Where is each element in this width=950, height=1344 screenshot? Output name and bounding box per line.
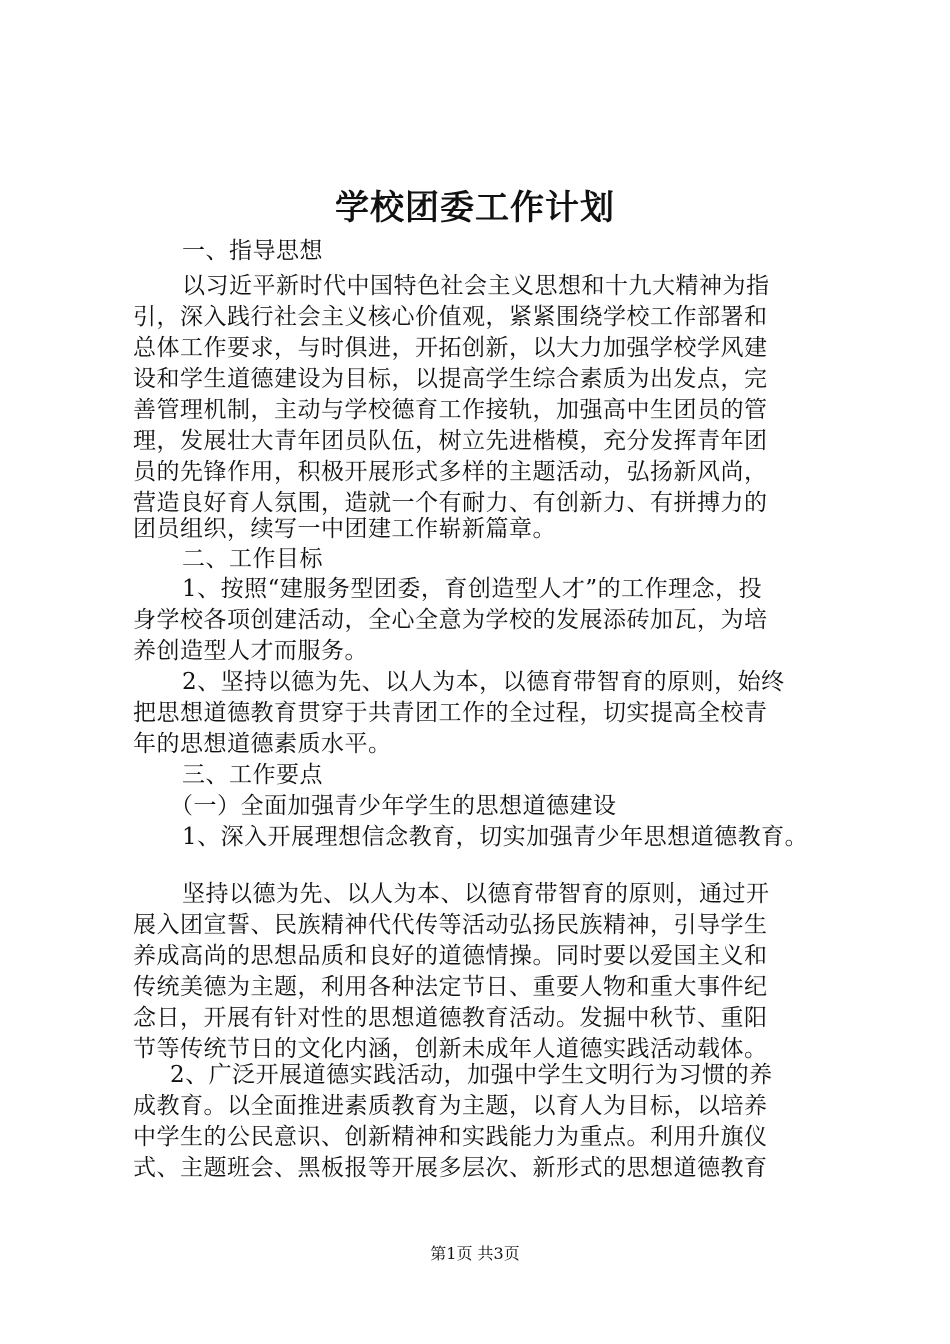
heading-work-points: 三、工作要点 (182, 762, 323, 788)
paragraph-line: 展入团宣誓、民族精神代代传等活动弘扬民族精神，引导学生 (133, 912, 768, 938)
paragraph-line: 传统美德为主题，利用各种法定节日、重要人物和重大事件纪 (133, 974, 768, 1000)
paragraph-line: 式、主题班会、黑板报等开展多层次、新形式的思想道德教育 (133, 1155, 768, 1181)
page-title: 学校团委工作计划 (335, 188, 615, 228)
paragraph-line: 员的先锋作用，积极开展形式多样的主题活动，弘扬新风尚， (133, 459, 768, 485)
paragraph-line: 团员组织，续写一中团建工作崭新篇章。 (133, 516, 556, 542)
paragraph-line: 养创造型人才而服务。 (133, 638, 368, 664)
paragraph-line: 以习近平新时代中国特色社会主义思想和十九大精神为指 (182, 273, 770, 299)
paragraph-line: 1、按照“建服务型团委，育创造型人才”的工作理念，投 (182, 576, 763, 602)
paragraph-line: 善管理机制，主动与学校德育工作接轨，加强高中生团员的管 (133, 397, 768, 423)
paragraph-line: 节等传统节日的文化内涵，创新未成年人道德实践活动载体。 (133, 1036, 768, 1062)
paragraph-line: 2、广泛开展道德实践活动，加强中学生文明行为习惯的养 (170, 1062, 773, 1088)
paragraph-line: 2、坚持以德为先、以人为本，以德育带智育的原则，始终 (182, 669, 785, 695)
paragraph-line: 身学校各项创建活动，全心全意为学校的发展添砖加瓦，为培 (133, 607, 768, 633)
paragraph-line: 念日，开展有针对性的思想道德教育活动。发掘中秋节、重阳 (133, 1005, 768, 1031)
page-footer: 第1页 共3页 (430, 1244, 520, 1263)
subheading: （一）全面加强青少年学生的思想道德建设 (170, 793, 617, 819)
paragraph-line: 成教育。以全面推进素质教育为主题，以育人为目标，以培养 (133, 1093, 768, 1119)
paragraph-line: 1、深入开展理想信念教育，切实加强青少年思想道德教育。 (182, 824, 809, 850)
paragraph-line: 中学生的公民意识、创新精神和实践能力为重点。利用升旗仪 (133, 1124, 768, 1150)
paragraph-line: 总体工作要求，与时俱进，开拓创新，以大力加强学校学风建 (133, 335, 768, 361)
paragraph-line: 年的思想道德素质水平。 (133, 731, 392, 757)
paragraph-line: 养成高尚的思想品质和良好的道德情操。同时要以爱国主义和 (133, 943, 768, 969)
heading-guiding-thought: 一、指导思想 (182, 238, 323, 264)
heading-work-goals: 二、工作目标 (182, 546, 323, 572)
paragraph-line: 理，发展壮大青年团员队伍，树立先进楷模，充分发挥青年团 (133, 428, 768, 454)
paragraph-line: 营造良好育人氛围，造就一个有耐力、有创新力、有拼搏力的 (133, 490, 768, 516)
paragraph-line: 设和学生道德建设为目标，以提高学生综合素质为出发点，完 (133, 366, 768, 392)
paragraph-line: 把思想道德教育贯穿于共青团工作的全过程，切实提高全校青 (133, 700, 768, 726)
paragraph-line: 引，深入践行社会主义核心价值观，紧紧围绕学校工作部署和 (133, 304, 768, 330)
paragraph-line: 坚持以德为先、以人为本、以德育带智育的原则，通过开 (182, 881, 770, 907)
